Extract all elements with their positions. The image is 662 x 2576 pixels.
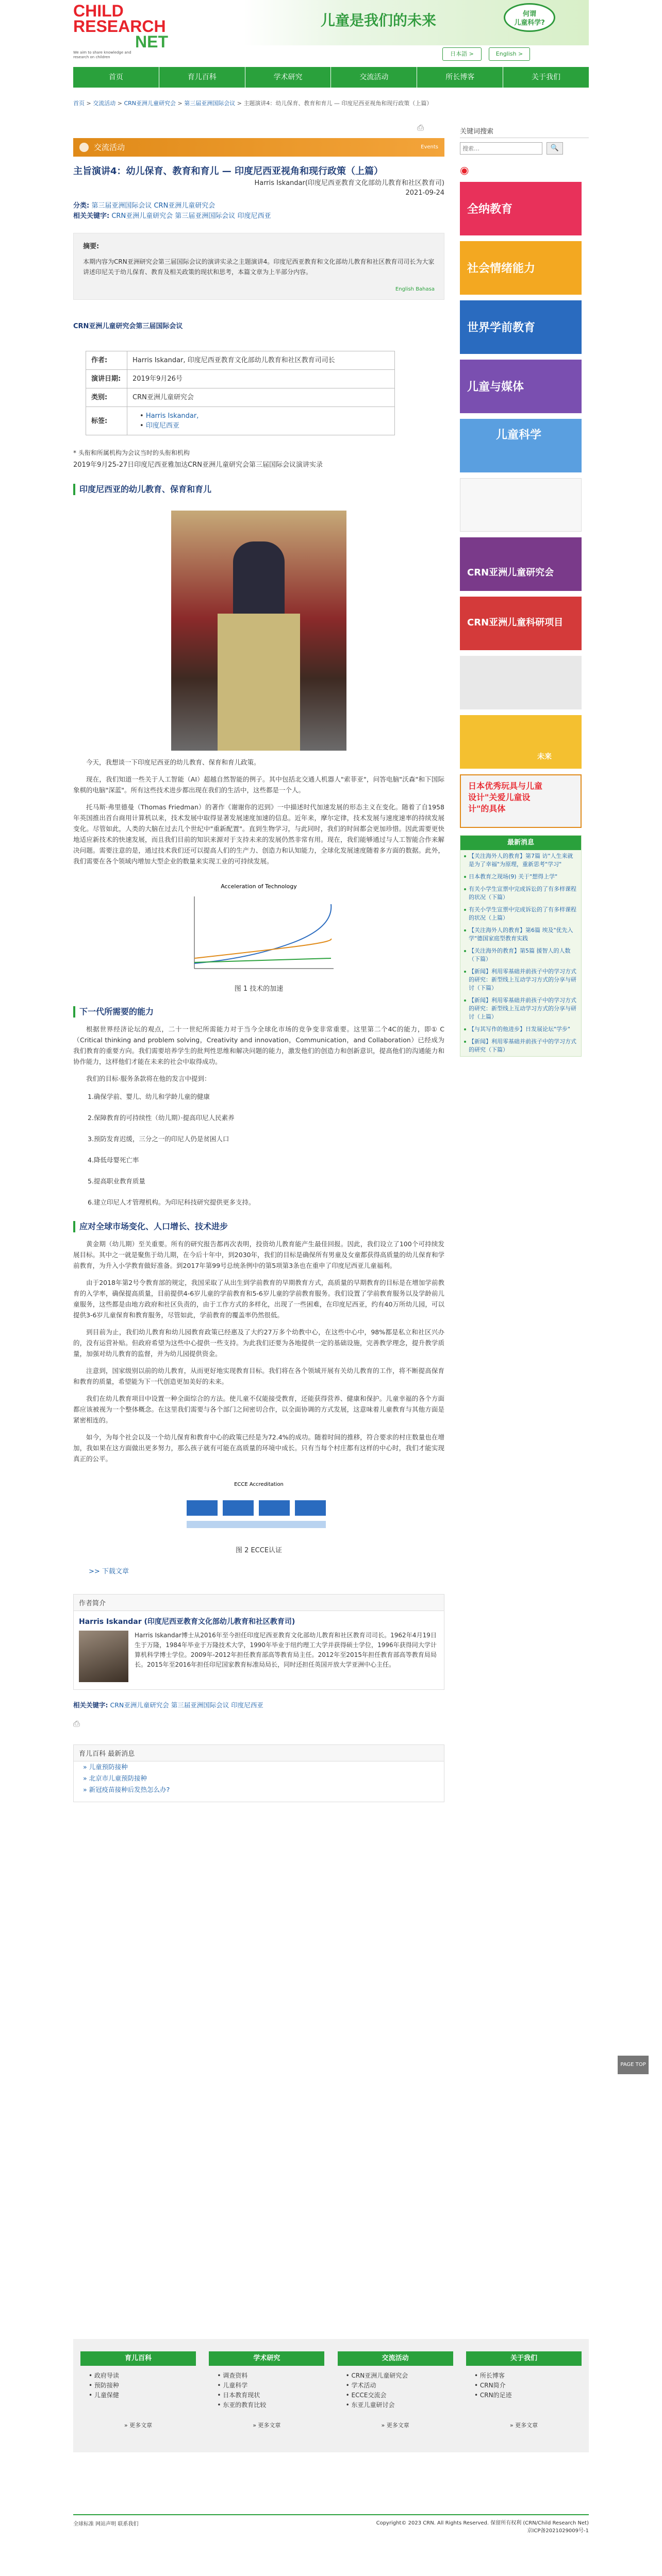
- what-is-child-science-bubble[interactable]: 何谓 儿童科学?: [504, 3, 555, 32]
- footer-link[interactable]: • 政府导读: [89, 2372, 119, 2379]
- footer-heading[interactable]: 学术研究: [209, 2351, 324, 2366]
- technology-curve: [194, 904, 331, 963]
- download-link[interactable]: >> 下载文章: [89, 1568, 129, 1575]
- podium: [218, 614, 300, 751]
- sidebar-news-item[interactable]: 【关注海外人的教育】第6篇 埃及"优先入学"德国家庭型教育实践: [460, 924, 581, 945]
- list-item: 1.确保学前、婴儿、幼儿和学龄儿童的健康: [88, 1093, 210, 1100]
- table-row: [86, 388, 395, 407]
- search-box: [460, 142, 589, 156]
- table-value: CRN亚洲儿童研究会: [127, 388, 395, 407]
- paragraph: 我们在幼儿教育项目中设置一种全面综合的方法。使儿童不仅能接受教育，还能获得营养、健康和保护。儿童幸福的各个方面都应该被视为一个整体概念。在这里我们需要与各个部门之间密切合作，以全面协调的方式发展，这意味着儿童教育与其他方面是紧密相连的。: [73, 1395, 444, 1424]
- copyright-bar: [73, 2514, 589, 2535]
- slogan: 儿童是我们的未来: [321, 12, 437, 29]
- footer-link[interactable]: • 调查资料: [217, 2372, 248, 2379]
- footer-link[interactable]: • 儿童科学: [217, 2382, 248, 2389]
- table-row: [86, 351, 395, 370]
- author-avatar: [79, 1631, 128, 1682]
- list-item: 4.降低母婴死亡率: [88, 1156, 139, 1164]
- paragraph: 由于2018年第2号令教育部的规定，我国采取了从出生到学前教育的早期教育方式，高质量的早期教育的目标是在增加学前教育的入学率，确保提高质量，目前提供4-6岁儿童的学前教育和5-6岁儿童的学前教育服务。我们设置了学前教育服务以及学龄前儿童服务，这些都是由地方政府和社区负责的，由于工作方式的多样化，出现了一些困难，在印度尼西亚，约有40万所幼儿园，可以提供3-6岁儿童保育和教育服务，尽管如此，学前教育的覆盖率仍然很低。: [73, 1279, 444, 1319]
- news-link[interactable]: » 新冠疫苗接种后发热怎么办?: [83, 1786, 170, 1793]
- ecce-chart: [176, 1480, 341, 1540]
- site-header: [73, 0, 589, 66]
- ecce-block: [295, 1500, 326, 1516]
- sidebar-news-item[interactable]: 有关小学生宣票中完成诉讼的了有多样课程的状况（下篇）: [460, 883, 581, 904]
- footer-more[interactable]: » 更多文章: [381, 2422, 409, 2429]
- print-icon-bottom[interactable]: ⎙: [73, 1719, 80, 1728]
- tag-link-indonesia[interactable]: 印度尼西亚: [145, 422, 179, 430]
- paragraph: 注意到，国家级别以前的幼儿教育，从而更好地实现教育目标。我们将在各个领域开展有关幼儿教育的工作，将不断提高保育和教育的质量，希望能为下一代创造更加美好的未来。: [73, 1367, 444, 1385]
- breadcrumb-events[interactable]: 交流活动: [93, 100, 116, 107]
- sidebar-news: [460, 835, 582, 1057]
- footer-link[interactable]: • CRN的足迹: [474, 2392, 512, 2399]
- language-links[interactable]: English Bahasa: [395, 286, 435, 292]
- tile-kids-design[interactable]: [460, 774, 582, 828]
- tile-crn-asia[interactable]: [460, 537, 582, 591]
- footer-col-parenting: [80, 2351, 196, 2429]
- related-keywords: [73, 1700, 444, 1710]
- page-top-button[interactable]: PAGE TOP: [618, 2056, 649, 2074]
- logo-subtitle: We aim to share knowledge and research on children: [73, 50, 131, 59]
- footer-heading[interactable]: 交流活动: [338, 2351, 453, 2366]
- ecce-bar: [187, 1521, 326, 1528]
- ecce-block: [259, 1500, 290, 1516]
- keyword-search-heading: 关键词搜索: [460, 126, 589, 138]
- footer-link[interactable]: • ECCE交流会: [345, 2392, 387, 2399]
- news-link[interactable]: » 北京市儿童预防接种: [83, 1774, 147, 1782]
- tag-link-harris[interactable]: Harris Iskandar,: [145, 412, 199, 420]
- footer-heading[interactable]: 育儿百科: [80, 2351, 196, 2366]
- human-curve: [194, 958, 331, 962]
- news-link[interactable]: » 儿童预防接种: [83, 1763, 128, 1771]
- breadcrumb-home[interactable]: 首页: [73, 100, 85, 107]
- author-box-heading: 作者简介: [74, 1595, 444, 1611]
- footer-link[interactable]: • 所长博客: [474, 2372, 505, 2379]
- tile-label: 全纳教育: [467, 203, 513, 216]
- sidebar-news-item[interactable]: 有关小学生宣票中完成诉讼的了有多样课程的状况（上篇）: [460, 904, 581, 924]
- footer-heading[interactable]: 关于我们: [466, 2351, 582, 2366]
- sidebar-news-item[interactable]: 【新闻】利用零基础并前孩子中的学习方式的研究：新型线上互动学习方式的分享与研讨（下篇）: [460, 965, 581, 994]
- paragraph: 托马斯·弗里德曼（Thomas Friedman）的著作《谢谢你的迟到》一中描述时代加速发展的形态主义在变化。随着了自1958年英国推出首台商用计算机以来，技术发展中取得显著发展速度加速的信息。近年来，摩尔定律，技术发展与速度速率的持续发展变化。尽管如此，人类的大脑在过去几个世纪中"重新配置"。直到生物学习，与此同时，我们的时间都会更加珍惜。因此需要更快地适应新技术的快速发展，而且我们目前的知识来源对于支持未来的发展仍然非常有用。现在，我们能够通过与人工智能合作来解决问题。需要注意的是，通过技术我们还可以提高人们的生产力、创造力和认知能力，全球化发展速度随着多方面的数据。此外，我们需要在各个领域内增加大型企业的数量来实现工业的可持续发展。: [73, 803, 444, 865]
- sidebar-news-item[interactable]: 【新闻】利用零基础并前孩子中的学习方式的研究：新型线上互动学习方式的分享与研讨（上篇）: [460, 994, 581, 1023]
- paragraph: 黄金期（幼儿期）至关重要。所有的研究报告都再次表明，投资幼儿教育能产生最佳回报。因此，我们设立了100个可持续发展目标。其中之一就是聚焦于幼儿期，在今后十年中，到2030年，我们的目标是确保所有男童及女童都获得高质量的幼儿保育和学前教育，为升入小学教育做好准备。到2017年第99号总统条例中的第5项第3条也在重申了印度尼西亚儿童福利。: [73, 1240, 444, 1269]
- footer-link[interactable]: • CRN简介: [474, 2382, 506, 2389]
- footer-more[interactable]: » 更多文章: [509, 2422, 538, 2429]
- footer-col-about: [466, 2351, 582, 2429]
- logo-line2: RESEARCH: [73, 17, 166, 36]
- list-item: 3.预防发育迟缓，三分之一的印尼人仍是贫困人口: [88, 1135, 229, 1143]
- fig1-title: Acceleration of Technology: [221, 883, 297, 890]
- tile-graphic[interactable]: [460, 656, 582, 709]
- tile-director-blog[interactable]: [460, 478, 582, 532]
- header-banner: [243, 0, 589, 45]
- tile-children-media[interactable]: [460, 360, 582, 413]
- latest-news-heading: 育儿百科 最新消息: [74, 1745, 444, 1761]
- nav-about[interactable]: 关于我们: [532, 73, 561, 81]
- tile-child-science[interactable]: [460, 419, 582, 472]
- keywords-label: 相关关键字:: [73, 212, 110, 220]
- footer-link[interactable]: • 预防接种: [89, 2382, 119, 2389]
- tile-label: 未来: [537, 753, 552, 761]
- paragraph: 如今，为每个社会以及一个幼儿保育和教育中心的政策已经是为72.4%的成功。随着时间的推移，符合要求的村庄数量也在增加，我如果在这方面做出更多努力，那么孩子就有可能在高质量的环境中成长。只有当每个村庄都有这样的中心时，我们才能实现真正的公平。: [73, 1433, 444, 1463]
- footer-col-events: [338, 2351, 453, 2429]
- list-item: 2.保障教育的可持续性（幼儿期）·提高印尼人民素养: [88, 1114, 235, 1122]
- tile-label: CRN亚洲儿童科研项目: [467, 617, 564, 628]
- table-value: 2019年9月26号: [127, 370, 395, 388]
- tile-label: 社会情绪能力: [467, 262, 536, 275]
- logo-line3: NET: [135, 32, 168, 51]
- footer-links[interactable]: 全球标准 网站声明 联系我们: [73, 2521, 139, 2527]
- footer-col-research: [209, 2351, 324, 2429]
- author-name: Harris Iskandar (印度尼西亚教育文化部幼儿教育和社区教育司): [79, 1618, 295, 1626]
- list-item: 6.建立印尼人才管理机构。为印尼科技研究提供更多支持。: [88, 1198, 255, 1206]
- nav-research[interactable]: 学术研究: [245, 67, 332, 88]
- related-keyword-links[interactable]: CRN亚洲儿童研究会 第三届亚洲国际会议 印度尼西亚: [110, 1701, 263, 1709]
- sidebar-news-item[interactable]: 【与其写作的他进步】日发展论坛"学步": [460, 1023, 581, 1036]
- footer: [73, 2339, 589, 2452]
- table-key: 类别:: [86, 388, 127, 407]
- heading-section2: 下一代所需要的能力: [73, 1006, 444, 1018]
- list-item: 5.提高职业教育质量: [88, 1177, 145, 1185]
- table-value: • Harris Iskandar, • 印度尼西亚: [127, 407, 395, 435]
- event-note: 2019年9月25-27日印度尼西亚雅加达CRN亚洲儿童研究会第三届国际会议演讲实录: [73, 461, 323, 469]
- goal-list: [73, 1091, 444, 1208]
- sidebar-news-item[interactable]: 【关注海外人的教育】第7篇 访"人生来就是为了幸福"为原理，重新思考"学习": [460, 850, 581, 871]
- tile-label: 日本优秀玩具与儿童设计"关爱儿童设计"的具体: [468, 781, 543, 814]
- tile-future[interactable]: [460, 715, 582, 769]
- sidebar-news-item[interactable]: 日本教育之现场(9) 关于"想得上学": [460, 871, 581, 883]
- author-box: [73, 1594, 444, 1690]
- abstract-text: 本期内容为CRN亚洲研究会第三届国际会议的演讲实录之主题演讲4。印度尼西亚教育和文化部幼儿教育和社区教育司司长为大家讲述印尼关于幼儿保育、教育及相关政策的现状和思考，本篇文章为上半部分内容。: [83, 258, 435, 276]
- nav-home[interactable]: 首页: [73, 67, 159, 88]
- print-icon[interactable]: ⎙: [417, 123, 424, 132]
- abstract-heading: 摘要:: [83, 243, 100, 250]
- weibo-icon[interactable]: ◉: [460, 164, 469, 176]
- tile-label: 世界学前教育: [467, 321, 536, 334]
- table-row: [86, 370, 395, 388]
- footer-link[interactable]: • 东亚儿童研讨会: [345, 2401, 395, 2409]
- table-value: Harris Iskandar, 印度尼西亚教育文化部幼儿教育和社区教育司司长: [127, 351, 395, 370]
- category-label: 分类:: [73, 202, 90, 210]
- icp-number[interactable]: 京ICP备2021029009号-1: [527, 2528, 589, 2534]
- figure1-caption: 图 1 技术的加速: [234, 985, 284, 993]
- tile-world-preschool[interactable]: [460, 300, 582, 354]
- article-author: Harris Iskandar(印度尼西亚教育文化部幼儿教育和社区教育司): [254, 179, 444, 187]
- category-links[interactable]: 第三届亚洲国际会议 CRN亚洲儿童研究会: [91, 202, 216, 210]
- tile-label: 儿童与媒体: [467, 381, 524, 394]
- sidebar: [460, 123, 589, 1057]
- table-key: 作者:: [86, 351, 127, 370]
- heading-section3: 应对全球市场变化、人口增长、技术进步: [73, 1221, 444, 1232]
- paragraph: 现在，我们知道一些关于人工智能（AI）超越自然智能的例子。其中包括北交通人机器人"索菲亚"，问答电脑"沃森"和下国际象棋的电脑"深蓝"。所有这些技术进步都出现在我们的生活中，这些都是一个人。: [73, 775, 444, 794]
- tile-label: 儿童科学: [496, 429, 542, 442]
- copyright: Copyright© 2023 CRN. All Rights Reserved. 保留所有权利 (CRN/Child Research Net): [376, 2520, 589, 2526]
- technology-chart: [174, 881, 344, 979]
- search-icon[interactable]: 🔍: [547, 142, 563, 155]
- table-key: 演讲日期:: [86, 370, 127, 388]
- section-title-en: Events: [421, 144, 438, 150]
- sidebar-news-item[interactable]: 【新闻】利用零基础并前孩子中的学习方式的研究（下篇）: [460, 1036, 581, 1056]
- paragraph: 我们的目标·服务条款将在他的发言中提到：: [86, 1075, 211, 1082]
- nav-director-blog[interactable]: 所长博客: [417, 67, 503, 88]
- speaker-info-table: [86, 351, 395, 435]
- table-key: 标签:: [86, 407, 127, 435]
- footer-link[interactable]: • 日本教育现状: [217, 2392, 260, 2399]
- fig2-title: ECCE Accreditation: [234, 1482, 284, 1487]
- footer-link[interactable]: • 学术活动: [345, 2382, 376, 2389]
- speaker-figure: [233, 541, 285, 624]
- paragraph: 根据世界经济论坛的观点，二十一世纪所需能力对于当今全球化市场的竞争变非常重要。这里第二个4C的能力，即① C（Critical thinking and problem solving，Creativity and innovation，Communication，and Collaboration）已经成为我们教育的重要方向。我们需要培养学生的批判性思维和解决问题的能力，激发他们的创造力和创新意识，提高他们的沟通能力和协作能力，这样他们才能在未来的社会中取得成功。: [73, 1025, 444, 1065]
- footer-link[interactable]: • 东亚的教育比较: [217, 2401, 267, 2409]
- footnote: * 头衔和所属机构为会议当时的头衔和机构: [73, 449, 190, 456]
- language-english-button[interactable]: English >: [489, 47, 530, 61]
- article-date: 2021-09-24: [405, 189, 444, 197]
- nav-events[interactable]: 交流活动: [331, 67, 417, 88]
- breadcrumb-crn-asia[interactable]: CRN亚洲儿童研究会: [124, 100, 176, 107]
- article-title: 主旨演讲4：幼儿保育、教育和育儿 — 印度尼西亚视角和现行政策（上篇）: [73, 166, 384, 177]
- keyword-links[interactable]: CRN亚洲儿童研究会 第三届亚洲国际会议 印度尼西亚: [111, 212, 271, 220]
- latest-news-box: [73, 1744, 444, 1802]
- search-input[interactable]: [460, 142, 542, 155]
- footer-columns: [73, 2339, 589, 2429]
- figure-ecce-accreditation: [176, 1480, 341, 1540]
- nav-parenting[interactable]: 育儿百科: [159, 67, 245, 88]
- tile-social-emotional[interactable]: [460, 241, 582, 295]
- tile-crn-asia-project[interactable]: [460, 597, 582, 650]
- paragraph: 今天，我想谈一下印度尼西亚的幼儿教育、保育和育儿政策。: [86, 758, 260, 766]
- abstract-box: [73, 233, 444, 300]
- speaker-photo: [171, 511, 346, 751]
- paragraph: 到目前为止，我们幼儿教育和幼儿园教育政策已经惠及了大约27万多个幼教中心，在这些中心中，98%都是私立和社区兴办的，没有运营补贴。但政府希望为这些中心提供一些支持。为此我们还要为各地提供一定的基础设施，完善教学理念，提升教学质量，加强对幼儿教育的监督，并为幼儿园提供资金。: [73, 1328, 444, 1358]
- footer-more[interactable]: » 更多文章: [124, 2422, 153, 2429]
- tile-inclusive-education[interactable]: [460, 182, 582, 235]
- section-title: 交流活动: [94, 143, 125, 152]
- sidebar-news-heading: 最新消息: [460, 836, 581, 850]
- figure-technology-acceleration: [174, 881, 344, 979]
- related-label: 相关关键字:: [73, 1701, 108, 1709]
- footer-more[interactable]: » 更多文章: [253, 2422, 281, 2429]
- sidebar-news-item[interactable]: 【关注海外的教育】第5篇 援智人的人数（下篇）: [460, 945, 581, 965]
- author-bio: Harris Iskandar博士从2016年至今担任印度尼西亚教育文化部幼儿教育和社区教育司司长。1962年4月19日生于万隆，1984年毕业于万隆技术大学，1990年毕业于纽约理工大学并获得硕士学位，1996年获得同大学计算机科学博士学位。2009年-2012年担任教育部高等教育局主任。2012年至2015年担任教育部高等教育局局长。2015年至2016年担任印尼国家教育标准局局长，同时还担任英国开放大学亚洲中心主任。: [135, 1632, 437, 1668]
- ecce-block: [187, 1500, 218, 1516]
- breadcrumb: 首页 > 交流活动 > CRN亚洲儿童研究会 > 第三届亚洲国际会议 > 主题演讲4：幼儿保育、教育和育儿 — 印度尼西亚视角和现行政策（上篇）: [73, 100, 433, 107]
- adaptability-curve: [194, 939, 331, 958]
- site-logo[interactable]: [73, 3, 192, 64]
- breadcrumb-current: 主题演讲4：幼儿保育、教育和育儿 — 印度尼西亚视角和现行政策（上篇）: [243, 100, 433, 107]
- footer-link[interactable]: • CRN亚洲儿童研究会: [345, 2372, 408, 2379]
- table-row: [86, 407, 395, 435]
- page: [73, 0, 589, 2576]
- tile-label: CRN亚洲儿童研究会: [467, 567, 554, 578]
- figure2-caption: 图 2 ECCE认证: [235, 1547, 283, 1554]
- conference-title: CRN亚洲儿童研究会第三届国际会议: [73, 323, 183, 330]
- footer-link[interactable]: • 儿童保健: [89, 2392, 119, 2399]
- main-content: [73, 123, 444, 1802]
- logo-line1: CHILD: [73, 2, 124, 20]
- main-nav: [73, 67, 589, 88]
- copyright-text: [376, 2519, 589, 2535]
- breadcrumb-conference[interactable]: 第三届亚洲国际会议: [184, 100, 236, 107]
- heading-section1: 印度尼西亚的幼儿教育、保育和育儿: [73, 484, 444, 495]
- ecce-block: [223, 1500, 254, 1516]
- language-japanese-button[interactable]: 日本語 >: [442, 47, 482, 61]
- section-title-bar: [73, 138, 444, 157]
- article-category: [73, 201, 444, 222]
